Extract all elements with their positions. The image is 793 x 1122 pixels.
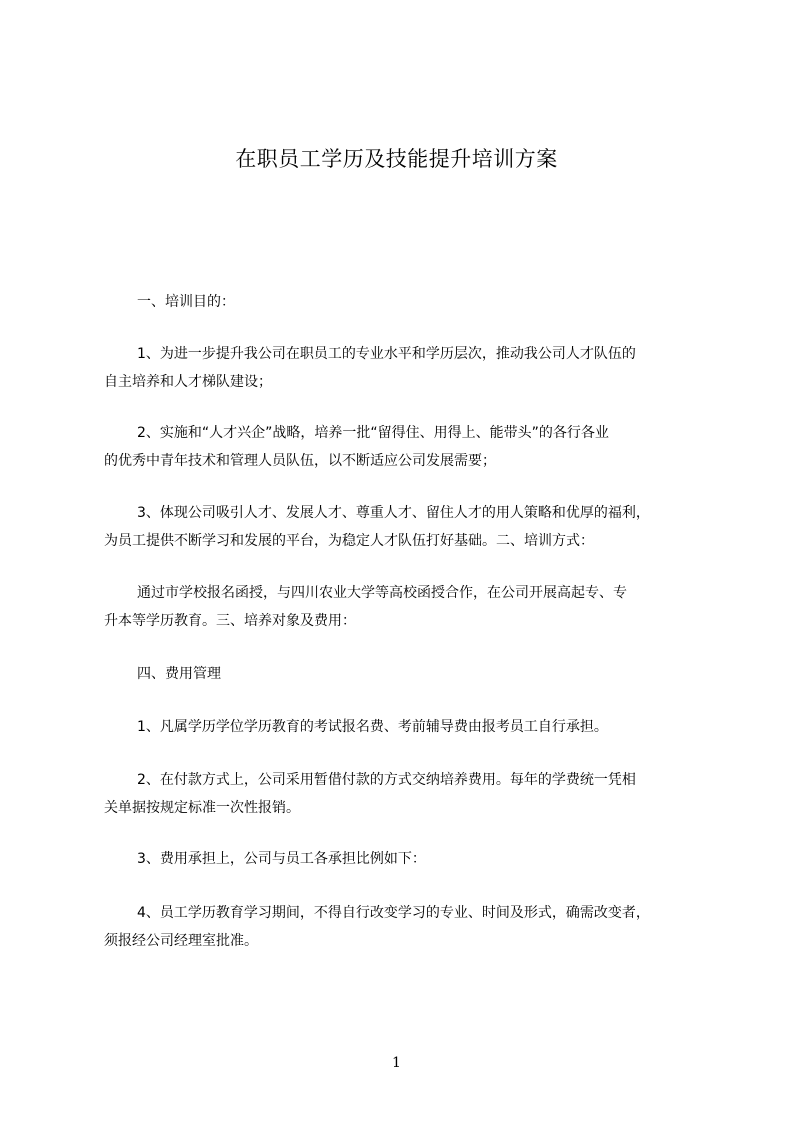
paragraph-line: 四、费用管理 [137, 666, 221, 682]
paragraph-fee-1 [104, 713, 737, 741]
paragraph-line: 2、在付款方式上，公司采用暂借付款的方式交纳培养费用。每年的学费统一凭相 [137, 772, 636, 788]
paragraph-fee-3 [104, 845, 737, 873]
paragraph-line: 的优秀中青年技术和管理人员队伍，以不断适应公司发展需要； [104, 453, 496, 469]
paragraph-line: 3、费用承担上，公司与员工各承担比例如下： [137, 851, 426, 867]
page-number: 1 [392, 1055, 401, 1071]
paragraph-line: 4、员工学历教育学习期间，不得自行改变学习的专业、时间及形式，确需改变者， [137, 905, 650, 921]
paragraph-line: 1、为进一步提升我公司在职员工的专业水平和学历层次，推动我公司人才队伍的 [137, 346, 636, 362]
paragraph-fee-2 [104, 766, 704, 822]
paragraph-line: 3、体现公司吸引人才、发展人才、尊重人才、留住人才的用人策略和优厚的福利， [137, 505, 650, 521]
paragraph-line: 1、凡属学历学位学历教育的考试报名费、考前辅导费由报考员工自行承担。 [137, 719, 608, 735]
paragraph-line: 为员工提供不断学习和发展的平台，为稳定人才队伍打好基础。二、培训方式： [104, 533, 594, 549]
section-heading-fee-management [104, 660, 737, 688]
section-heading-training-purpose [104, 288, 737, 316]
paragraph-purpose-3 [104, 499, 704, 555]
paragraph-line: 关单据按规定标准一次性报销。 [104, 800, 300, 816]
paragraph-line: 升本等学历教育。三、培养对象及费用： [104, 613, 356, 629]
paragraph-line: 2、实施和“人才兴企”战略，培养一批“留得住、用得上、能带头”的各行各业 [137, 425, 609, 441]
paragraph-line: 一、培训目的： [137, 294, 235, 310]
paragraph-purpose-1 [104, 340, 704, 396]
paragraph-purpose-2 [104, 419, 704, 475]
paragraph-line: 通过市学校报名函授，与四川农业大学等高校函授合作，在公司开展高起专、专 [137, 585, 627, 601]
paragraph-fee-4 [104, 899, 704, 955]
paragraph-line: 自主培养和人才梯队建设； [104, 374, 272, 390]
document-title: 在职员工学历及技能提升培训方案 [235, 147, 558, 171]
paragraph-training-method [104, 579, 704, 635]
paragraph-line: 须报经公司经理室批准。 [104, 933, 258, 949]
